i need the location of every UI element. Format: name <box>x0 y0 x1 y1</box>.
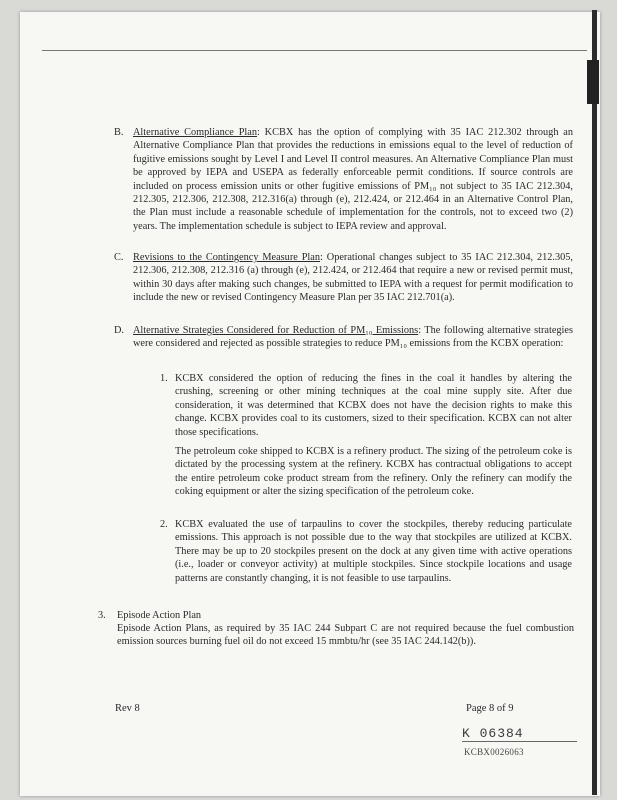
item-2-paragraph-1: KCBX evaluated the use of tarpaulins to cover the stockpiles, thereby reducing particulate emissions. This approach is not possible due to the way that stockpiles are utilized at KCBX. There may be up to 20 stockpiles present on the dock at any given time with active operations (i.e., loader or conveyor activity) at multiple stockpiles. Since stockpile locations and usage patterns are constantly changing, it is not feasible to use tarpaulins. <box>175 519 572 584</box>
section-b-heading: Alternative Compliance Plan <box>133 127 257 138</box>
scan-edge-mark <box>587 60 599 104</box>
bates-number: K 06384 <box>462 726 524 741</box>
section-b <box>133 126 573 233</box>
scan-right-edge <box>592 10 597 795</box>
section-3-label: 3. <box>98 610 106 621</box>
item-2-number: 2. <box>160 519 168 530</box>
section-b-label: B. <box>114 127 124 138</box>
section-b-text: : KCBX has the option of complying with 35 IAC 212.302 through an Alternative Compliance Plan that provides the reductions in emissions equal to the level of reduction of fugitive emissions sought by Level I and Level II control measures. An Alternative Compliance Plan must be approved by IEPA and USEPA as federally enforceable permit conditions. If source controls are included on process emission units or other fugitive emissions of PM₁₀ not subject to 35 IAC 212.304, 212.305, 212.306, 212.308, 212.316(a) through (e), 212.424, or 212.464 in an Alternative Control Plan, the Plan must include a reasonable schedule of implementation for the controls, not to exceed two (2) years. The implementation schedule is subject to IEPA review and approval. <box>133 127 573 232</box>
section-c-label: C. <box>114 252 124 263</box>
section-d-label: D. <box>114 325 125 336</box>
item-1-paragraph-2: The petroleum coke shipped to KCBX is a refinery product. The sizing of the petroleum coke is dictated by the processing system at the refinery. KCBX has contractual obligations to accept the entire petroleum coke product stream from the refinery. Only the refinery can modify the coking equipment or alter the sizing specification of the petroleum coke. <box>175 446 572 498</box>
item-1-paragraph-1: KCBX considered the option of reducing the fines in the coal it handles by altering the crushing, screening or other mining techniques at the coal mine supply site. After due consideration, it was determined that KCBX does not have the decision rights to make this change. KCBX provides coal to its customers, sized to their specification. KCBX can not alter those specifications. <box>175 373 572 438</box>
item-1-number: 1. <box>160 373 168 384</box>
section-d <box>133 324 573 351</box>
section-d-heading: Alternative Strategies Considered for Reduction of PM₁₀ Emissions <box>133 325 419 336</box>
page-number: Page 8 of 9 <box>466 703 514 714</box>
section-c <box>133 251 573 305</box>
section-3-heading: Episode Action Plan <box>117 610 202 621</box>
section-c-heading: Revisions to the Contingency Measure Plan <box>133 252 321 263</box>
revision-label: Rev 8 <box>115 703 140 714</box>
section-c-text: : Operational changes subject to 35 IAC 212.304, 212.305, 212.306, 212.308, 212.316 (a) through (e), 212.424, or 212.464 that require a new or revised permit must, within 30 days after making such changes, be submitted to IEPA with a request for permit modification to include the new or revised Contingency Measure Plan per 35 IAC 212.701(a). <box>133 252 573 304</box>
bates-underline <box>462 741 577 742</box>
section-d-text: : The following alternative strategies were considered and rejected as possible strategies to reduce PM₁₀ emissions from the KCBX operation: <box>133 325 573 350</box>
document-id-stamp: KCBX0026063 <box>464 747 524 757</box>
section-3-text: Episode Action Plans, as required by 35 IAC 244 Subpart C are not required because the fuel combustion emission sources burning fuel oil do not exceed 15 mmbtu/hr (see 35 IAC 244.142(b)). <box>117 623 574 648</box>
scan-top-line <box>42 50 587 51</box>
